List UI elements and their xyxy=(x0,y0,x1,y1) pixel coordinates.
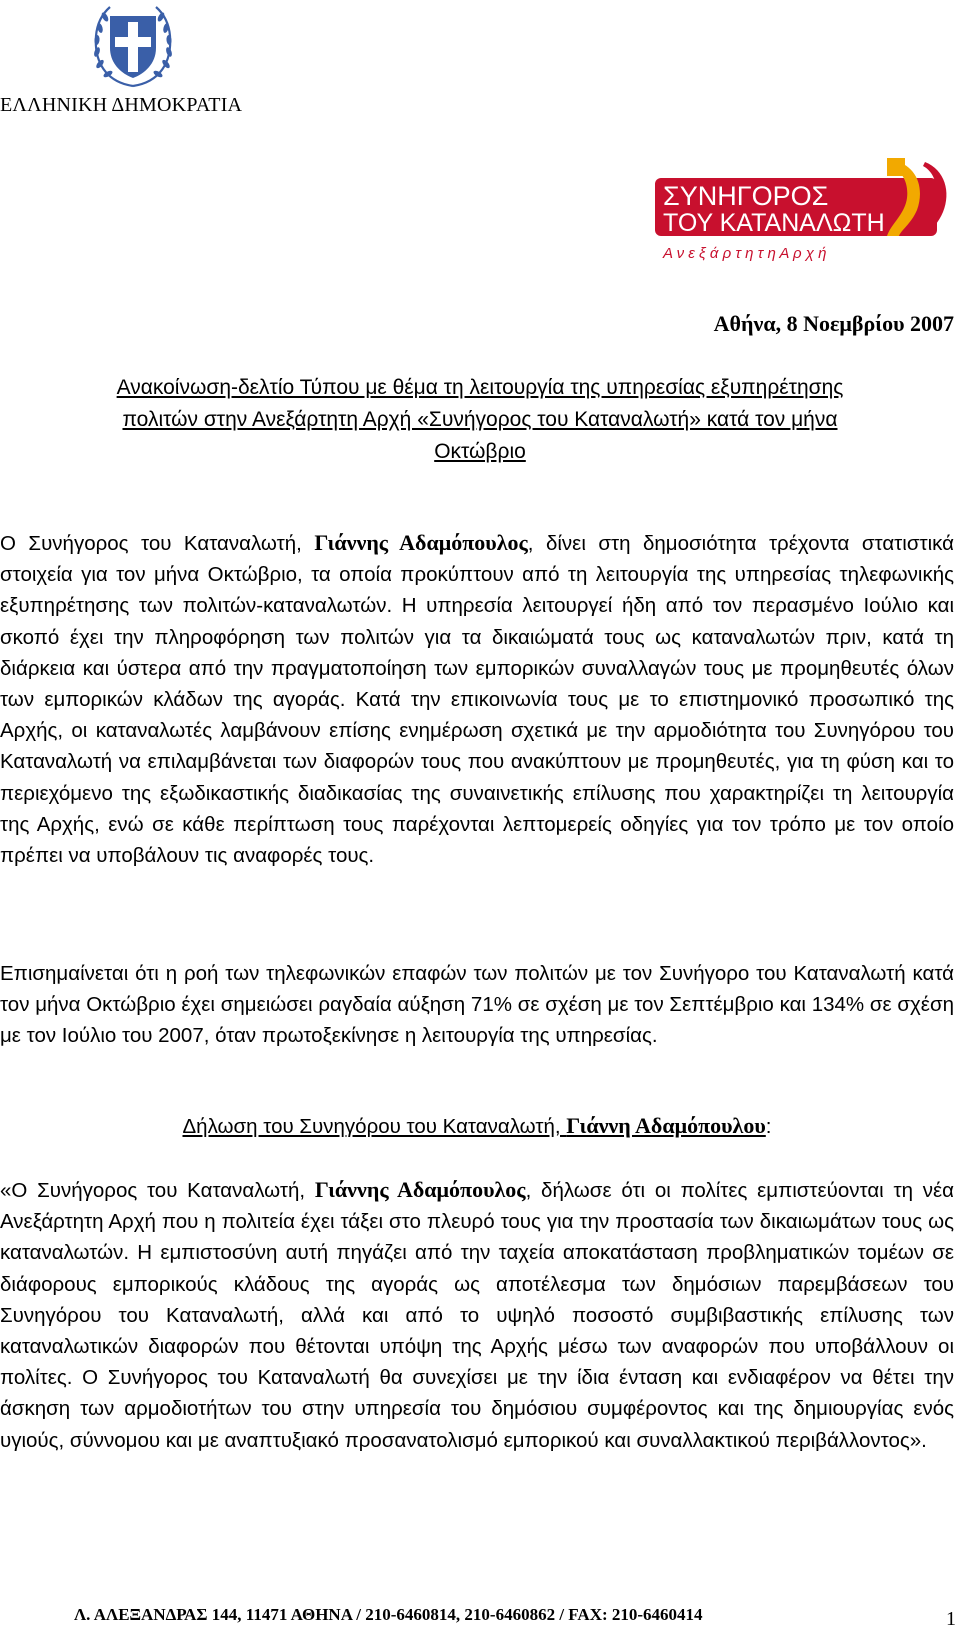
country-name: ΕΛΛΗΝΙΚΗ ΔΗΜΟΚΡΑΤΙΑ xyxy=(0,94,243,116)
paragraph-quote xyxy=(0,1174,954,1456)
paragraph-text: , δήλωσε ότι οι πολίτες εμπιστεύονται τη νέα Ανεξάρτητη Αρχή που η πολιτεία έχει τάξει στο πλευρό τους για την προστασία των δικαιωμάτων τους ως καταναλωτών. Η εμπιστοσύνη αυτή πηγάζει από την ταχεία αποκατάσταση προβληματικών τομέων σε διάφορους εμπορικούς κλάδους της αγοράς ως αποτέλεσμα των δημόσιων παρεμβάσεων του Συνηγόρου του Καταναλωτή, αλλά και από το υψηλό ποσοστό συμβιβαστικής επίλυσης των καταναλωτικών διαφορών που θέτονται υπόψη της Αρχής μέσω των αναφορών που υποβάλλουν οι πολίτες. Ο Συνήγορος του Καταναλωτή θα συνεχίσει με την ίδια ένταση και ενδιαφέρον να θέτει την άσκηση των αρμοδιοτήτων του στην υπηρεσία του δημόσιου συμφέροντος και της δημιουργίας ενός υγιούς, σύννομου και με αναπτυξιακό προσανατολισμό εμπορικού και συναλλακτικού περιβάλλοντος». xyxy=(0,1179,954,1452)
page-number: 1 xyxy=(946,1608,956,1630)
document-title xyxy=(40,372,920,468)
declaration-colon: : xyxy=(765,1115,772,1138)
title-line: πολιτών στην Ανεξάρτητη Αρχή «Συνήγορος του Καταναλωτή» κατά τον μήνα xyxy=(122,408,838,431)
paragraph-text: «Ο Συνήγορος του Καταναλωτή, xyxy=(0,1179,315,1202)
logo-line1: ΣΥΝΗΓΟΡΟΣ xyxy=(663,181,829,211)
ombudsman-name: Γιάννη Αδαμόπουλου xyxy=(566,1113,766,1138)
declaration-heading xyxy=(0,1113,954,1139)
paragraph-intro xyxy=(0,527,954,871)
title-line: Οκτώβριο xyxy=(434,440,526,463)
paragraph-text: Ο Συνήγορος του Καταναλωτή, xyxy=(0,532,315,555)
ombudsman-name: Γιάννης Αδαμόπουλος xyxy=(314,530,528,555)
title-line: Ανακοίνωση-δελτίο Τύπου με θέμα τη λειτουργία της υπηρεσίας εξυπηρέτησης xyxy=(116,376,844,399)
consumer-ombudsman-logo xyxy=(655,158,955,270)
paragraph-statistics: Επισημαίνεται ότι η ροή των τηλεφωνικών επαφών των πολιτών με τον Συνήγορο του Καταναλωτή κατά τον μήνα Οκτώβριο έχει σημειώσει ραγδαία αύξηση 71% σε σχέση με τον Σεπτέμβριο και 134% σε σχέση με τον Ιούλιο του 2007, όταν πρωτοξεκίνησε η λειτουργία της υπηρεσίας. xyxy=(0,962,954,1048)
greek-emblem-icon xyxy=(88,2,178,90)
paragraph-text: , δίνει στη δημοσιότητα τρέχοντα στατιστικά στοιχεία για τον μήνα Οκτώβριο, τα οποία προκύπτουν από τη λειτουργία της υπηρεσίας τηλεφωνικής εξυπηρέτησης των πολιτών-καταναλωτών. Η υπηρεσία λειτουργεί ήδη από τον περασμένο Ιούλιο και σκοπό έχει την πληροφόρηση των πολιτών για τα δικαιώματά τους ως καταναλωτών πριν, κατά τη διάρκεια και ύστερα από την πραγματοποίηση των εμπορικών συναλλαγών τους με προμηθευτές όλων των εμπορικών κλάδων της αγοράς. Κατά την επικοινωνία τους με το επιστημονικό προσωπικό της Αρχής, οι καταναλωτές λαμβάνουν επίσης ενημέρωση σχετικά με την αρμοδιότητα του Συνηγόρου του Καταναλωτή να επιλαμβάνεται των διαφορών τους που ανακύπτουν με προμηθευτές, για τη φύση και το περιεχόμενο της εξωδικαστικής διαδικασίας της συναινετικής επίλυσης που χαρακτηρίζει τη λειτουργία της Αρχής, ενώ σε κάθε περίπτωση τους παρέχονται λεπτομερείς οδηγίες για τον τρόπο με τον οποίο πρέπει να υποβάλουν τις αναφορές τους. xyxy=(0,532,954,868)
logo-line2: ΤΟΥ ΚΑΤΑΝΑΛΩΤΗ xyxy=(663,209,885,237)
declaration-text: Δήλωση του Συνηγόρου του Καταναλωτή, xyxy=(182,1115,567,1138)
footer-address: Λ. ΑΛΕΞΑΝΔΡΑΣ 144, 11471 ΑΘΗΝΑ / 210-6460814, 210-6460862 / FAX: 210-6460414 xyxy=(74,1605,703,1624)
document-date: Αθήνα, 8 Νοεμβρίου 2007 xyxy=(713,311,954,336)
ombudsman-name: Γιάννης Αδαμόπουλος xyxy=(314,1177,526,1202)
logo-subtitle: Α ν ε ξ ά ρ τ η τ η Α ρ χ ή xyxy=(663,245,827,262)
